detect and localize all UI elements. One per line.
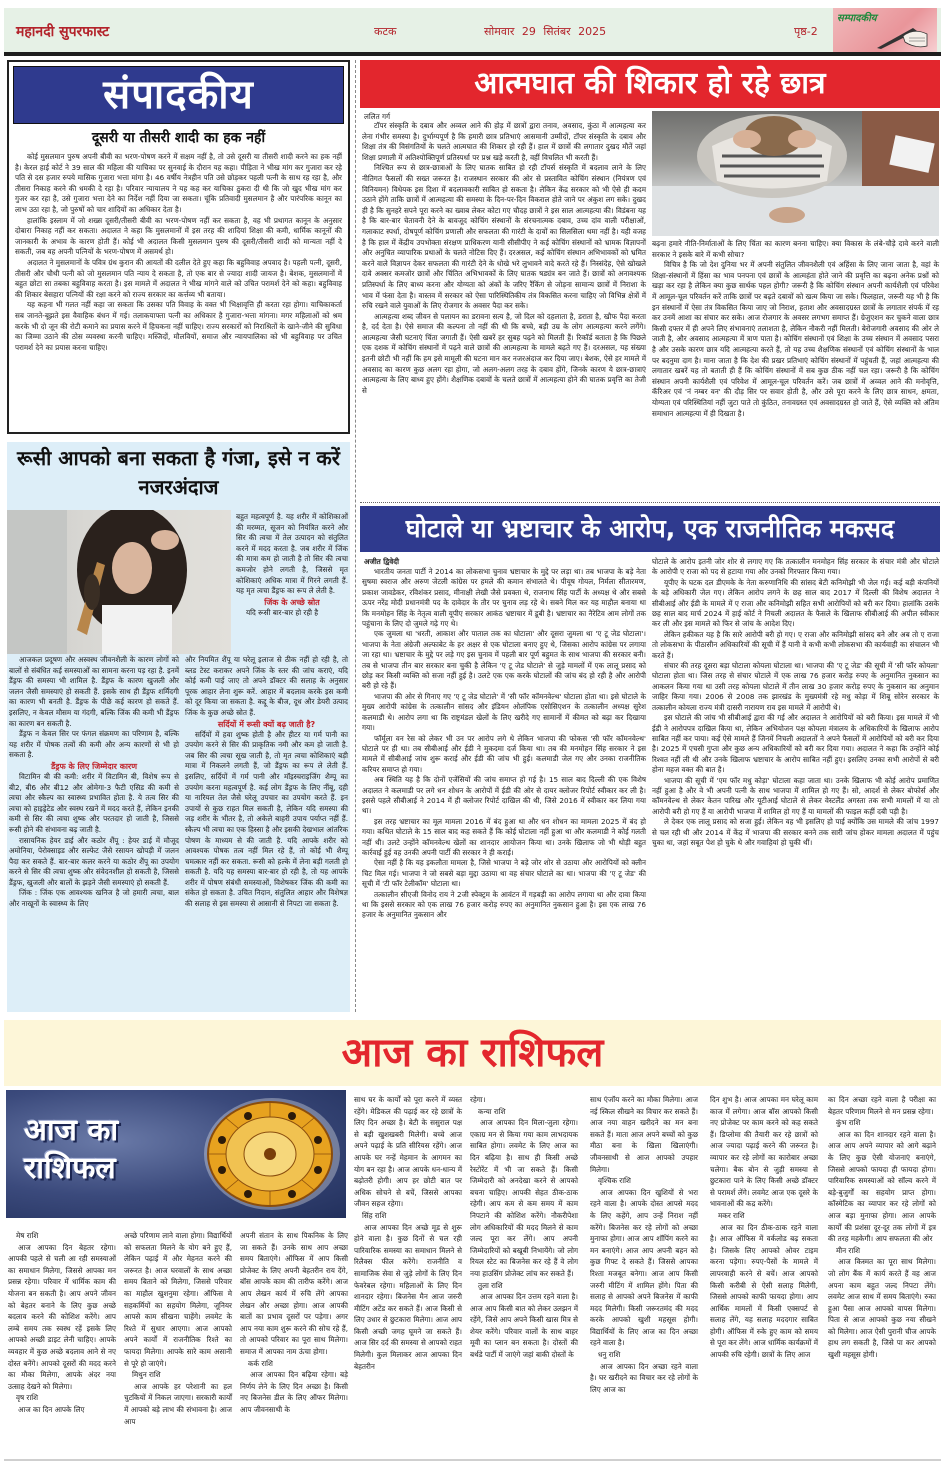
editorial-paragraph: कोई मुसलमान पुरुष अपनी बीवी का भरण-पोषण करने में सक्षम नहीं है, तो उसे दूसरी या तीसरी शादी करने का हक नहीं है। केरल हाई कोर्ट ने 39 साल की महिला की याचिका पर सुनवाई के दौरान यह कहा। पीड़िता ने भीख मांग कर गुजारा कर रहे पति से दस हजार रुपये मासिक गुजारा भत्ता मांगा है। 46 वर्षीय नेत्रहीन पति उसे छोड़कर पहली पत्नी के साथ रह रहा है, और तीसरा निकाह करने की धमकी दे रहा है। परिवार न्यायालय ने यह कह कर याचिका ठुकरा दी थी कि जो खुद भीख मांग कर गुजर कर रहा है, उसे गुजारा भत्ता देने का निर्देश नहीं दिया जा सकता। चूंकि प्रतिवादी मुसलमान है और पारंपरिक कानून का लाभ उठा रहा है, जो पुरुषों को चार शादियों का अधिकार देता है। [15,152,342,214]
article-paragraph: आत्महत्या शब्द जीवन से पलायन का डरावना सत्य है, जो दिल को दहलाता है, डराता है, खौफ पैदा करता है, दर्द देता है। ऐसे समाज की कल्पना तो नहीं की थी कि बच्चे, बड़ी उम्र के लोग आत्महत्या करने लगेंगे। आत्महत्या जैसी घटनाएं चिंता जगाती हैं। ऐसी खबरें हर सुबह पढ़ने को मिलती हैं। रिकॉर्ड बताता है कि पिछले एक दशक में कोचिंग संस्थानों में पढ़ने वाले छात्रों की आत्महत्या के मामले बढ़ते गए हैं। दरअसल, यह संख्या इतनी छोटी भी नहीं कि हम इसे मामूली की घटना मान कर नजरअंदाज कर दिया जाए। बेशक, ऐसे हर मामले में अवसाद का कारण कुछ अलग रहा होगा, जो अलग-अलग तरह के दबाव होंगे, जिनके कारण ये छात्र-छात्राएं आत्महत्या के लिए बाध्य हुए होंगे। शैक्षणिक दबावों के चलते छात्रों में आत्महत्या होने की घातक प्रवृत्ति का तेजी से [362,311,646,395]
subhead-winter: सर्दियों में रूसी क्यों बढ़ जाती है? [217,719,316,729]
health-column-2 [185,655,348,910]
zodiac-sign-label: तुला राशि [478,1280,503,1290]
horoscope-image [6,1090,346,1218]
zodiac-prediction: साथ एंजॉय करने का मौका मिलेगा। आज नई स्किल सीखने का विचार कर सकते हैं। आज नया वाहन खरीदने का मन बना सकते हैं। माता आज अपने बच्चों को कुछ मीठा बना के खिला खिलाएंगी। जीवनसाथी से आज आपको उपहार मिलेगा। [590,1095,698,1174]
zodiac-sign-label: वृष राशि [16,1393,38,1403]
zodiac-prediction: आज आपका दिन बेहतर रहेगा। आपकी पहले से चली आ रही समस्याओं का समाधान मिलेगा, जिससे आपका मन प्रसन्न रहेगा। परिवार में धार्मिक काम की योजना बन सकती है। आप अपने जीवन को बेहतर बनाने के लिए कुछ अच्छे बदलाव करने की कोशिश करेंगे। आप लम्बे समय तक स्वस्थ रहें इसके लिए आपको अच्छी डाइट लेनी चाहिए। आपके व्यवहार में कुछ अच्छे बदलाव आने से नए दोस्त बनेंगे। आपको दूसरों की मदद करने का मौका मिलेगा, आपके अंदर नया उत्साह देखने को मिलेगा। [8,1242,116,1391]
zodiac-sign-label: मिथुन राशि [132,1370,161,1380]
student-head-in-hands-illustration [652,111,939,236]
stressed-student-photo [652,111,939,236]
editorial-headline: दूसरी या तीसरी शादी का हक नहीं [91,130,266,146]
horoscope-image-line-2: राशिफल [24,1151,116,1186]
health-paragraph: विटामिन बी की कमी: शरीर में विटामिन बी, विशेष रूप से बी2, बी6 और बी12 और ओमेगा-3 फैटी एसिड की कमी से त्वचा और स्कैल्प का स्वास्थ्य प्रभावित होता है. ये तत्व सिर की त्वचा को हाइड्रेटेड और स्वस्थ रखने में मदद करते हैं, लेकिन इनकी कमी से सिर की त्वचा शुष्क और परतदार हो जाती है, जिससे रूसी होने की संभावना बढ़ जाती है. [9,771,179,834]
edition-city: कटक [374,25,397,38]
health-paragraph: डैंड्रफ न केवल सिर पर फंगल संक्रमण का परिणाम है, बल्कि यह शरीर में पोषक तत्वों की कमी और अन्य कारणों से भी हो सकता है. [9,729,179,760]
health-paragraph: सर्दियों में हवा शुष्क होती है और हीटर या गर्म पानी का उपयोग करने से सिर की प्राकृतिक नमी और कम हो जाती है. जब सिर की त्वचा सूख जाती है, तो मृत त्वचा कोशिकाएं बड़ी मात्रा में निकलने लगती हैं, जो डैंड्रफ का रूप ले लेती हैं. इसलिए, सर्दियों में गर्म पानी और मॉइस्चराइजिंग शैम्पू का उपयोग करना महत्वपूर्ण है. कई लोग डैंड्रफ के लिए नींबू, दही या नारियल तेल जैसे घरेलू उपचार का उपयोग करते हैं. इन उपायों से कुछ राहत मिल सकती है, लेकिन यदि समस्या की जड़ शरीर के भीतर है, तो अकेले बाहरी उपाय पर्याप्त नहीं हैं. स्कैल्प भी त्वचा का एक हिस्सा है और इसकी देखभाल आंतरिक पोषण के माध्यम से की जाती है. यदि आपके शरीर को आवश्यक पोषक तत्व नहीं मिल रहे हैं, तो कोई भी शैम्पू चमत्कार नहीं कर सकता. रूसी को हल्के में लेना बड़ी गलती हो सकती है. यदि यह समस्या बार-बार हो रही है, तो यह आपके शरीर में पोषण संबंधी समस्याओं, विशेषकर जिंक की कमी का संकेत हो सकता है. उचित निदान, संतुलित आहार और विशेषज्ञ की सलाह से इस समस्या से आसानी से निपटा जा सकता है. [185,729,348,909]
zodiac-prediction: आज किस्मत का पूरा साथ मिलेगा। जो लोग बैंक में कार्य करते हैं वह आज अपना काम बहुत जल्द निपटा लेंगे। लवमेट आज साथ में समय बिताएंगे। रुका हुआ पैसा आज आपको वापस मिलेगा। पिता से आज आपको कुछ नया सीखने को मिलेगा। आज ऐसी पुरानी चीज आपके हाथ लग सकती है, जिसे पा कर आपको खुशी महसूस होगी। [828,1257,936,1360]
zodiac-sign-label: कुंभ राशि [836,1118,861,1128]
editorial-paragraph: यह कहना भी गलत नहीं कहा जा सकता कि उसका पति विवाह के वक्त भी भिक्षावृत्ति ही करता रहा होगा। याचिकाकर्ता सब जानते-बूझते इस वैवाहिक बंधन में गई। तलाकयाफ्ता पत्नी का अधिकार है गुजारा-भत्ता मांगना। मगर महिलाओं को श्रम करके भी दो जून की रोटी कमाने का प्रयास करने में हिचकना नहीं चाहिए। राज्य सरकारों को निराश्रितों के खाने-जीने की सुविधा का जिम्मा उठाने की ठोस व्यवस्था करनी चाहिए। मस्जिदों, मौलवियों, समाज और न्यायपालिका को भी बहुविवाह पर उचित परामर्श देने का प्रयास करना चाहिए। [15,300,342,352]
section-logo-text: सम्पादकीय [837,13,877,24]
masthead-rule [4,52,941,56]
zodiac-sign-label: धनु राशि [598,1350,621,1360]
zodiac-prediction: अच्छे परिणाम लाने वाला होगा। विद्यार्थियों को सफलता मिलने के योग बने हुए हैं, लेकिन पढ़ाई में और मेहनत करने की जरूरत है। आज घरवालों के साथ अच्छा समय बिताने को मिलेगा, जिससे परिवार का माहौल खुशनुमा रहेगा। ऑफिस मे सहकर्मियों का सहयोग मिलेगा, जूनियर आपसे काम सीखना चाहेंगे। लवमेट के रिश्ते में सुधार आएगा। आज आपको अपने कार्यों में राजनीतिक रिश्ते का फायदा मिलेगा। आपके सारे काम असानी से पूरे हो जाएंगे। [124,1231,232,1368]
article-paragraph: संचार की तरह दूसरा बड़ा घोटाला कोयला घोटाला था। भाजपा की 'ए टू जेड' की सूची में 'सी फॉर कोयला' घोटाला होता था। जिस तरह से संचार घोटाले में एक लाख 76 हजार करोड़ रुपए के अनुमानित नुकसान का आकलन किया गया था उसी तरह कोयला घोटाले में तीन लाख 30 हजार करोड़ रुपए के नुकसान का अनुमान जाहिर किया गया। 2006 से 2008 तक झारखंड के मुख्यमंत्री रहे मधु कोड़ा में शिबू सोरेन सरकार के तत्कालीन कोयला राज्य मंत्री दासरी नारायण राव इस मामले में आरोपी थे। [652,661,939,712]
horoscope-column [710,1094,818,1361]
article-paragraph: फॉर्मूला वन रेस को लेकर भी उन पर आरोप लगे थे लेकिन भाजपा की फोकस 'सी फॉर कॉमनवेल्थ' घोटाले पर ही था। तब सीबीआई और ईडी ने मुकदमा दर्ज किया था। तब की मनमोहन सिंह सरकार ने इस मामले में सीबीआई जांच शुरू कराई और ईडी की जांच भी हुई। कलमाडी जेल गए और उनका राजनीतिक करियर समाप्त हो गया। [362,733,646,774]
article-paragraph: विचित्र है कि जो देश दुनिया भर में अपनी संतुलित जीवनशैली एवं अहिंसा के लिए जाना जाता है, वहां के शिक्षा-संस्थानों में हिंसा का भाव पनपना एवं छात्रों के आत्महंता होते जाने की प्रवृत्ति का बढ़ना अनेक प्रश्नों को खड़ा कर रहा है लेकिन क्या कुछ सार्थक पहल होगी? जरूरी है कि कोचिंग संस्थान अपनी कार्यशैली एवं परिवेश में आमूल-चूल परिवर्तन करें ताकि छात्रों पर बढ़ते दबावों को खत्म किया जा सके। फिलहाल, जरूरी यह भी है कि इन संस्थानों में ऐसा तंत्र विकसित किया जाए जो निराश, हताश और अवसादग्रस्त छात्रों के लगातार संपर्क में रह कर उनमें आशा का संचार कर सके। आज रोजगार के अवसर लगभग समाप्त हैं। ग्रेजुएशन कर चुकने वाला छात्र किसी दफ्तर में ही अपने लिए संभावनाएं तलाशता है, लेकिन नौकरी नहीं मिलती। बेरोजगारी अवसाद की ओर ले जाती है, और अवसाद आत्महत्या में त्राण पाता है। कोचिंग संस्थानों एवं शिक्षा के उच्च संस्थान में अवसाद पसरा है और उसके कारण छात्र यदि आत्महत्या करते हैं, तो यह उच्च शैक्षणिक संस्थानों एवं कोचिंग संस्थानों के भाल पर बदनुमा दाग है। माना जाता है कि देश की प्रखर प्रतिभाएं कोचिंग संस्थानों में पहुंचती हैं, जहां आत्महत्या की लगातार खबरें यह तो बताती ही हैं कि कोचिंग संस्थानों में सब कुछ ठीक नहीं चल रहा। जरूरी है कि कोचिंग संस्थान अपनी कार्यशैली एवं परिवेश में आमूल-चूल परिवर्तन करें। जब छात्रों में अव्वल आने की मनोवृत्ति, कॅरिअर एवं 'नं नम्बर वन' की दौड़ सिर पर सवार होती है, और उसे पूरा करने के लिए छात्र साधन, क्षमता, योग्यता एवं परिस्थितियां नहीं जुटा पाते तो कुंठित, तनावग्रस्त एवं अवसादग्रस्त हो जाते हैं, ऐसे व्यक्ति को अंतिम समाधान आत्महत्या में ही दिखता है। [652,260,939,418]
column-divider [355,60,356,1012]
article-paragraph: यूपीए के घटक दल डीएमके के नेता करुणानिधि की सांसद बेटी कनिमोझी भी जेल गईं। कई बड़ी कंपनियों के बड़े अधिकारी जेल गए। लेकिन आरोप लगने के छह साल बाद 2017 में दिल्ली की विशेष अदालत ने सीबीआई और ईडी के मामले में ए राजा और कनिमोझी सहित सभी आरोपियों को बरी कर दिया। हालांकि उसके छह साल बाद मार्च 2024 में हाई कोर्ट ने निचली अदालत के फैसले के खिलाफ सीबीआई की अपील स्वीकार कर ली और इस मामले को फिर से जांच के आदेश दिए। [652,577,939,629]
article-paragraph: भारतीय जनता पार्टी ने 2014 का लोकसभा चुनाव भ्रष्टाचार के मुद्दे पर लड़ा था। तब भाजपा के बड़े नेता सुषमा स्वराज और अरुण जेटली कांग्रेस पर हमले की कमान संभालते थे। पीयूष गोयल, निर्मला सीतारमण, प्रकाश जावडेकर, रविशंकर प्रसाद, मीनाक्षी लेखी जैसे प्रवक्ता थे, राजनाथ सिंह पार्टी के अध्यक्ष थे और सबसे ऊपर नरेंद्र मोदी प्रधानमंत्री पद के दावेदार के तौर पर चुनाव लड़ रहे थे। सबने मिल कर यह माहौल बनाया था कि मनमोहन सिंह के नेतृत्व वाली यूपीए सरकार आकंठ भ्रष्टाचार में डूबी है। भ्रष्टाचार का नैरेटिव आम लोगों तक पहुंचाना के लिए दो जुमले गढ़े गए थे। [362,567,646,629]
horoscope-column [828,1094,936,1361]
woman-hair-illustration [7,510,231,654]
writing-hand-icon [873,22,929,50]
corruption-article-banner [360,506,940,552]
zodiac-prediction: साथ घर के कार्यों को पूरा करने में व्यस्त रहेंगे। मेडिकल की पढ़ाई कर रहे छात्रों के लिए दिन अच्छा है। बेटी के ससुराल पक्ष से बड़ी खुशखबरी मिलेगी। बच्चे आज अपने पढ़ाई के प्रति सीरियस रहेंगे। आज आपके घर नन्हें मेहमान के आगमन का योग बन रहा है। आज आपके धन-धान्य में बढ़ोतरी होगी। आप हर छोटी बात पर अधिक सोचने से बचें, जिससे आपका जीवन सहज रहेगा। [354,1095,462,1209]
zodiac-wheel-icon [200,1096,340,1212]
editorial-box [7,60,350,434]
article-separator [360,502,940,503]
article-paragraph: टॉपर संस्कृति के दबाव और अव्वल आने की होड़ में छात्रों द्वारा तनाव, अवसाद, कुंठा में आत्महत्या कर लेना गंभीर समस्या है। दुर्भाग्यपूर्ण है कि हमारी छात्र प्रतिभाएं आसमानी उम्मीदों, टॉपर संस्कृति के दबाव और शिक्षा तंत्र की विसंगतियों के चलते आत्मघात की शिकार हो रही हैं। हाल में छात्रों की लगातार दुखद मौतें जहां शिक्षा प्रणाली में अतिश्योक्तिपूर्ण प्रतिस्पर्धा पर प्रश्न खड़े करती है, वहीं विचलित भी करती हैं। [362,121,646,162]
article-paragraph: बढ़ना हमारे नीति-निर्माताओं के लिए चिंता का कारण बनना चाहिए। क्या विकास के लंबे-चौड़े दावे करने वाली सरकार ने इसके बारे में कभी सोचा? [652,239,939,259]
zodiac-sign-label: मकर राशि [718,1210,745,1220]
health-side-column [236,512,348,618]
article-paragraph: भाजपा की सूची में 'एम फॉर मधु कोड़ा' घोटाला कहा जाता था। उनके खिलाफ भी कोई आरोप प्रमाणित नहीं हुआ है और वे भी अपनी पत्नी के साथ भाजपा में शामिल हो गए हैं। सो, आदर्श से लेकर बोफोर्स और कॉमनवेल्थ से लेकर केतन पारिख और यूटीआई घोटाले से लेकर वेस्टलैंड अगस्ता तक सभी मामलों में या तो आरोपी बरी हो गए हैं या आरोपी भाजपा में शामिल हो गए हैं या मामलों की फाइल कहीं दबी पड़ी है। [652,775,939,816]
zodiac-prediction: आज का दिन आपके लिए [18,1404,85,1414]
horoscope-column [240,1230,348,1416]
health-headline: रूसी आपको बना सकता है गंजा, इसे न करें नजरअंदाज [17,446,340,499]
health-paragraph: रासायनिक हेयर डाई और कठोर शैंपू : हेयर डाई में मौजूद अमोनिया, पेरोक्साइड और सल्फेट जैसे रसायन खोपड़ी में जलन पैदा कर सकते हैं. बार-बार कलर करने या कठोर शैंपू का उपयोग करने से सिर की त्वचा शुष्क और संवेदनशील हो सकती है, जिससे डैंड्रफ, खुजली और बालों के झड़ने जैसी समस्याएं हो सकती हैं. [9,835,179,887]
horoscope-column [590,1094,698,1395]
zodiac-prediction: आज आपका दिन उत्तम रहने वाला है। आज आप किसी बात को लेकर उलझन में रहेंगे, जिसे आप अपने किसी खास मित्र से शेयर करेंगे। परिवार वालों के साथ बाहर मूवी का प्लान बन सकता है। दोस्तों की बर्थडे पार्टी में जाएंगे जहां बाकी दोस्तों के [470,1292,578,1360]
suicide-article-headline: आत्मघात की शिकार हो रहे छात्र [474,66,826,101]
editorial-paragraph: हालांकि इस्लाम में जो शख्स दूसरी/तीसरी बीवी का भरण-पोषण नहीं कर सकता है, वह भी प्रथागत कानून के अनुसार दोबारा निकाह नहीं कर सकता। अदालत ने कहा कि मुसलमानों में इस तरह की शादियां शिक्षा की कमी, धार्मिक कानूनों की जानकारी के अभाव के कारण होती हैं। कोई भी अदालत किसी मुसलमान पुरुष की दूसरी/तीसरी शादी को मान्यता नहीं दे सकती, जब वह अपनी पत्नियों के भरण-पोषण में असमर्थ हो। [15,215,342,257]
zodiac-prediction: दिन शुभ है। आज आपका मन घरेलू काम काज में लगेगा। आज बॉस आपको किसी नए प्रोजेक्ट पर काम करने को कह सकते हैं। डिप्लोमा की तैयारी कर रहे छात्रों को आज ज्यादा पढ़ाई करने की जरूरत है। व्यापार कर रहे लोगों का कारोबार अच्छा चलेगा। बैक बोन से जुड़ी समस्या से छुटकारा पाने के लिए किसी अच्छे डॉक्टर से परामर्श लेंगे। लवमेट आज एक दूसरे के भावनाओं की कद्र करेंगे। [710,1095,818,1209]
suicide-article-column-1 [362,121,646,396]
zodiac-sign-label: मेष राशि [16,1231,39,1240]
zodiac-prediction: रहेगा। [470,1095,486,1104]
horoscope-column [470,1094,578,1361]
zodiac-sign-label: वृश्चिक राशि [598,1176,631,1186]
suicide-article-column-2 [652,239,939,419]
health-paragraph: और नियमित शैंपू या घरेलू इलाज से ठीक नहीं हो रही है, तो ब्लड टेस्ट कराकर अपने जिंक के स्तर की जांच कराएं, यदि कोई कमी पाई जाए तो अपने डॉक्टर की सलाह के अनुसार पूरक आहार लेना शुरू करें. आहार में बदलाव करके इस कमी को दूर किया जा सकता है. कद्दू के बीज, दूध और डेयरी उत्पाद जिंक के कुछ अच्छे स्रोत हैं. [185,655,348,717]
woman-dandruff-photo [7,510,231,654]
corruption-article-column-1 [362,567,646,921]
page-number: पृष्ठ-2 [794,25,818,38]
zodiac-prediction: अपनी संतान के साथ पिकनिक के लिए जा सकते हैं। उनके साथ आप अच्छा समय बिताएंगे। ऑफिस में आप किसी प्रोजेक्ट के लिए अपनी बेहतरीन राय देंगे, बॉस आपके काम की तारीफ करेंगे। आज आप लेखन कार्य में रुचि लेंगे आपका लेखन और अच्छा होगा। आज आपकी बातों का प्रभाव दूसरों पर पड़ेगा। अगर आप नया काम शुरू करने की सोच रहे हैं, तो आपको परिवार का पूरा साथ मिलेगा। समाज में आपका नाम ऊंचा होगा। [240,1231,348,1356]
suicide-article-banner [360,60,940,108]
article-paragraph: लेकिन हकीकत यह है कि सारे आरोपी बरी हो गए। ए राजा और कनिमोझी सांसद बने और अब तो ए राजा तो लोकसभा के पीठासीन अधिकारियों की सूची में हैं यानी वे कभी कभी लोकसभा की कार्यवाही का संचालन भी करते हैं। [652,629,939,660]
article-paragraph: निश्चित रूप से छात्र-छात्राओं के लिए घातक साबित हो रही टॉपर्स संस्कृति में बदलाव लाने के लिए नीतिगत फैसलों की सख्त जरूरत है। राजस्थान सरकार की ओर से प्रस्तावित कोचिंग संस्थान (नियंत्रण एवं विनियमन) विधेयक इस दिशा में बदलावकारी साबित हो सकता है। लेकिन केंद्र सरकार को भी ऐसे ही कदम उठाने होंगे ताकि छात्रों में आत्महत्या की समस्या के दिन-पर-दिन विकराल होते जाने पर अंकुश लग सके। दुखद ही है कि सुनहरे सपने पूरा करने का ख्वाब लेकर कोटा गए चौदह छात्रों ने इस साल आत्महत्या की। विडंबना यह है कि बार-बार चेतावनी देने के बावजूद कोचिंग संस्थानों के संरचनात्मक दबाव, उच्च दांव वाली परीक्षाओं, गलाकाट स्पर्धा, दोषपूर्ण कोचिंग प्रणाली और सफलता की गारंटी के दावों का सिलसिला थमा नहीं है। यही वजह है कि हाल में केंद्रीय उपभोक्ता संरक्षण प्राधिकरण यानी सीसीपीए ने कई कोचिंग संस्थानों को भ्रामक विज्ञापनों और अनुचित व्यापारिक प्रथाओं के चलते नोटिस दिए हैं। दरअसल, कई कोचिंग संस्थान अभिभावकों को भ्रमित करने वाले विज्ञापन देकर सफलता की गारंटी देने के धोखे भरे लुभावने वादे करते रहे हैं। निस्संदेह, ऐसे खोखले दावे अक्सर कमजोर छात्रों और चिंतित अभिभावकों के लिए घातक षड्यंत्र बन जाते हैं। छात्रों को अनावश्यक प्रतिस्पर्धा के लिए बाध्य करना और योग्यता को अंकों के जरिए रैंकिंग से जोड़ना सामान्य छात्रों में निराशा के भाव में फंसा देता है। वास्तव में सरकार को ऐसा पारिस्थितिकीय तंत्र विकसित करना चाहिए जो विभिन्न क्षेत्रों में रुचि रखने वाले युवाओं के लिए रोजगार के अवसर पैदा कर सके। [362,163,646,311]
editorial-banner-title: संपादकीय [103,72,254,118]
horoscope-column [354,1094,462,1372]
article-paragraph: इस घोटाले की जांच भी सीबीआई द्वारा की गई और अदालत ने आरोपियों को बरी किया। इस मामले में भी ईडी ने आरोपपत्र दाखिल किया था, लेकिन अभियोजन पक्ष कोयला मंत्रालय के अधिकारियों के खिलाफ आरोप साबित नहीं कर पाया। कई ऐसे मामले हैं जिनमें निचली अदालतों ने अपने फैसलों में आरोपियों को बरी कर दिया है। 2025 में एचसी गुप्ता और कुछ अन्य अधिकारियों को बरी कर दिया गया। अदालत ने कहा कि उन्होंने कोई रिश्वत नहीं ली थी और उनके खिलाफ भ्रष्टाचार के आरोप साबित नहीं हुए। इसलिए उनका सभी आरोपों से बरी होना महज वक्त की बात है। [652,713,939,775]
zodiac-prediction: आज आपका दिन मिला-जुला रहेगा। एकाग्र मन से किया गया काम लाभदायक साबित होगा। लवमेट के लिए आज का दिन बढ़िया है। साथ ही किसी अच्छे रेस्टोरेंट में भी जा सकते हैं। किसी जिम्मेदारी को अनदेखा करने से आपको बचना चाहिए। आपकी सेहत ठीक-ठाक रहेगी। आप कम से कम समय में काम निपटाने की कोशिश करेंगे। नौकरीपेशा लोग अधिकारियों की मदद मिलने से काम जल्द पूरा कर लेंगे। आप अपनी जिम्मेदारियों को बखूबी निभायेंगे। जो लोग रियल स्टेट का बिजनेस कर रहे हैं वे लोग नया हाउसिंग प्रोजेक्ट लांच कर सकते हैं। [470,1118,578,1278]
article-paragraph: तत्कालीन सीएजी विनोद राय ने 2जी स्पेक्ट्रम के आवंटन में गड़बड़ी का आरोप लगाया था और दावा किया था कि इससे सरकार को एक लाख 76 हजार करोड़ रुपए का अनुमानित नुकसान हुआ है। इस एक लाख 76 हजार के अनुमानित नुकसान और [362,889,646,920]
health-side-text-cont: यदि रूसी बार-बार हो रही है [246,607,319,617]
article-paragraph: एक जुमला था 'धरती, आकाश और पाताल तक का घोटाला' और दूसरा जुमला था 'ए टू जेड घोटाला'। भाजपा के नेता अंग्रेजी अल्फाबेट के हर अक्षर से एक घोटाला बनाए हुए थे, जिसका आरोप कांग्रेस पर लगाया जा रहा था। भ्रष्टाचार के मुद्दे पर लड़े गए इस चुनाव में पहली बार पूर्ण बहुमत के साथ भाजपा की सरकार बनी। तब से भाजपा तीन बार सरकार बना चुकी है लेकिन 'ए टू जेड घोटाले' से जुड़े मामलों में एक लालू प्रसाद को छोड़ कर किसी व्यक्ति को सजा नहीं हुई है। उलटे एक एक करके घोटालों की जांच बंद हो रही है और आरोपी बरी हो रहे हैं। [362,629,646,691]
zodiac-prediction: आज का दिन शानदार रहने वाला है। आज आप अपने व्यापार को आगे बढ़ाने के लिए कुछ ऐसी योजनाएं बनाएंगे, जिससे आपको फायदा ही फायदा होगा। पारिवारिक समस्याओं को सॉल्व करने में बड़े-बुजुर्गों का सहयोग प्राप्त होगा। कॉस्मेटिक का व्यापार कर रहे लोगों को आज बड़ा मुनाफा होगा। आज आपके कार्यों की प्रशंसा दूर-दूर तक लोगों में इत्र की तरह महकेगी। आप सफलता की ओर [828,1129,936,1244]
newspaper-name: महानदी सुपरफास्ट [16,24,110,40]
article-paragraph: इस तरह भ्रष्टाचार का मूल मामला 2016 में बंद हुआ था और धन शोधन का मामला 2025 में बंद हो गया। कथित घोटाले के 15 साल बाद कह सकते हैं कि कोई घोटाला नहीं हुआ था और कलमाडी ने कोई गलती नहीं थी। उलटे उन्होंने कॉमनवेल्थ खेलों का शानदार आयोजन किया था। उनके खिलाफ जो भी थोड़ी बहुत कार्रवाई हुई वह उनकी अपनी पार्टी की सरकार ने ही कराई। [362,816,646,857]
zodiac-prediction: आज आपका दिन अच्छे मूड से शुरू होने वाला है। कुछ दिनों से चल रही पारिवारिक समस्या का समाधान मिलने से रिलैक्स फील करेंगे। राजनीति व सामाजिक सेवा से जुड़े लोगों के लिए दिन फेवरेबल रहेगा। महिलाओं के लिए दिन शानदार रहेगा। बिजनेस मैन आज जरुरी मीटिंग अटेंड कर सकते हैं। आज किसी से लिए उधार से छुटकारा मिलेगा। आज आप किसी अच्छी जगह घूमने जा सकते हैं। आज सिर दर्द की समस्या से आपको राहत मिलेगी। कुल मिलाकर आज आपका दिन बेहतरीन [354,1222,462,1371]
health-paragraph: आजकल प्रदूषण और अस्वस्थ जीवनशैली के कारण लोगों को बालों से संबंधित कई समस्याओं का सामना करना पड़ रहा है. इनमें डैंड्रफ की समस्या भी शामिल है. डैंड्रफ के कारण खुजली और जलन जैसी समस्याएं हो सकती हैं. इसके साथ ही डैंड्रफ शर्मिंदगी का कारण भी बनती है. डैंड्रफ के पीछे कई कारण हो सकते हैं. इसलिए, न केवल मौसम या गंदगी, बल्कि जिंक की कमी भी डैंड्रफ का कारण बन सकती है. [9,655,179,728]
article-paragraph: ले देकर एक लालू प्रसाद को सजा हुई। लेकिन वह भी इसलिए हो पाई क्योंकि उस मामले की जांच 1997 से चल रही थी और 2014 में केंद्र में भाजपा की सरकार बनने तक सारी जांच होकर मामला अदालत में पहुंच चुका था, जहां सबूत पेश हो चुके थे और गवाहियां हो चुकी थीं। [652,817,939,847]
article-paragraph: भाजपा की ओर से गिनाए गए 'ए टू जेड घोटाले' में 'सी फॉर कॉमनवेल्थ' घोटाला होता था। इसे घोटाले के मुख्य आरोपी कांग्रेस के तत्कालीन सांसद और इंडियन ओलंपिक एसोसिएशन के तत्कालीन अध्यक्ष सुरेश कलमाडी थे। आरोप लगा था कि राष्ट्रमंडल खेलों के लिए खरीदे गए सामानों में कीमत को बढ़ा कर दिखाया गया। [362,691,646,733]
corruption-article-column-2 [652,557,939,848]
subhead-zinc-sources: जिंक के अच्छे स्रोत [264,597,320,607]
issue-date: सोमवार 29 सितंबर 2025 [484,25,607,38]
horoscope-banner [4,1020,941,1086]
zodiac-prediction: आज आपका दिन बढ़िया रहेगा। बड़े निर्णय लेने के लिए दिन अच्छा है। किसी नए बिजनेस डील के लिए ऑफर मिलेगा। आप जीवनसाथी के [240,1370,348,1414]
horoscope-headline: आज का राशिफल [341,1030,604,1076]
health-article [7,442,350,1012]
editorial-paragraph: अदालत ने मुसलमानों के पवित्र ग्रंथ कुरान की आयतों की दलील देते हुए कहा कि बहुविवाह अपवाद है। पहली पत्नी, दूसरी, तीसरी और चौथी पत्नी को जो मुसलमान पति न्याय दे सकता है, तो एक बार से ज्यादा शादी जायज है। बेशक, मुसलमानों में बहुत छोटा सा तबका बहुविवाह करता है। इस मामले में अदालत ने भीख मांगने वाले को उचित परामर्श देने को कहा। बहुविवाह की शिकार बेसहारा पत्नियों की रक्षा करने को राज्य सरकार का कर्त्तव्य भी बताया। [15,257,342,299]
health-paragraph: जिंक : जिंक एक आवश्यक खनिज है जो हमारी त्वचा, बाल और नाखूनों के स्वास्थ्य के लिए [9,888,179,909]
corruption-article-headline: घोटाले या भ्रष्टाचार के आरोप, एक राजनीतिक मकसद [405,514,895,543]
zodiac-sign-label: सिंह राशि [362,1210,387,1220]
article-paragraph: घोटाले के आरोप इतनी जोर शोर से लगाए गए कि तत्कालीन मनमोहन सिंह सरकार के संचार मंत्री और घोटाले के आरोपी ए राजा को पद से हटाया गया और उनको गिरफ्तार किया गया। [652,557,939,577]
zodiac-prediction: का दिन अच्छा रहने वाला है परीक्षा का बेहतर परिणाम मिलने से मन प्रसन्न रहेगा। [828,1095,936,1116]
zodiac-prediction: आज आपका दिन खुशियों से भरा रहने वाला है। आपके दोस्त आपसे मदद के लिए कहेंगे, आप उन्हें निराश नहीं करेंगे। बिजनेस कर रहे लोगों को अच्छा मुनाफा होगा। आज आप शॉपिंग करने का मन बनाएंगे। आज आप अपनी बहन को कुछ गिफ्ट दे सकते हैं। जिससे आपका रिश्ता मजबूत बनेगा। आज आप किसी जरुरी मीटिंग में शामिल होंगे। पिता की सलाह से आपको अपने बिजनेस में काफी मदद मिलेगी। किसी जरूरतमंद की मदद करके आपको खुशी महसूस होगी। विद्यार्थियों के लिए आज का दिन अच्छा रहने वाला है। [590,1187,698,1348]
zodiac-prediction: आज आपके हर परेशानी का हल चुटकियों में निकल जाएगा। सरकारी कार्यों में आपको बड़े लाभ की संभावना है। आज आप [124,1381,232,1426]
suicide-article-byline: ललित गर्ग [364,112,391,121]
editorial-banner [13,66,344,124]
horoscope-column [8,1230,116,1416]
zodiac-sign-label: कर्क राशि [248,1358,273,1368]
editorial-body [15,152,342,353]
zodiac-sign-label: मीन राशि [836,1245,860,1255]
section-logo [833,8,937,52]
article-paragraph: ऐसा नहीं है कि यह इकलौता मामला है, जिसे भाजपा ने बड़े जोर शोर से उठाया और आरोपियों को क्लीन चिट मिल गई। भाजपा ने जो सबसे बड़ा मुद्दा उठाया था वह संचार घोटाले का था। भाजपा की 'ए टू जेड' की सूची में 'टी फॉर टेलीकॉम' घोटाला था। [362,858,646,889]
horoscope-image-line-1: आज का [24,1113,119,1148]
article-paragraph: अब स्थिति यह है कि दोनों एजेंसियों की जांच समाप्त हो गई है। 15 साल बाद दिल्ली की एक विशेष अदालत ने कलमाडी पर लगे धन शोधन के आरोपों में ईडी की ओर से दायर क्लोजर रिपोर्ट स्वीकार कर ली है। इससे पहले सीबीआई ने 2014 में ही क्लोजर रिपोर्ट दाखिल की थी, जिसे 2016 में स्वीकार कर लिया गया था। [362,775,646,816]
masthead [4,8,941,52]
subhead-causes: डैंड्रफ के लिए जिम्मेदार कारण [51,761,137,771]
corruption-article-byline: अजीत द्विवेदी [364,557,399,566]
zodiac-prediction: आज का दिन ठीक-ठाक रहने वाला है। आज ऑफिस में वर्कलोड बढ़ सकता है। जिसके लिए आपको ओवर टाइम करना पड़ेगा। रुपए-पैसों के मामले में लापरवाही करने से बचें। आज आपको किसी करीबी से ऐसी सलाह मिलेगी, जिससे आपको काफी फायदा होगा। आप आर्थिक मामलों में किसी एक्सपर्ट से सलाह लेंगे, यह सलाह मददगार साबित होगी। ऑफिस में रुके हुए काम को समय से पूरा कर लेंगे। आज धार्मिक कार्यक्रमों में आपकी रुचि रहेगी। छात्रों के लिए आज [710,1222,819,1360]
zodiac-prediction: आज आपका दिन अच्छा रहने वाला है। घर खरीदने का विचार कर रहे लोगों के लिए आज का [590,1361,698,1394]
zodiac-sign-label: कन्या राशि [478,1106,506,1116]
health-column-1 [9,655,179,910]
registration-marks [470,1455,510,1463]
horoscope-column [124,1230,232,1427]
horoscope-image-title [24,1112,118,1188]
health-side-text: बहुत महत्वपूर्ण है. यह शरीर में कोशिकाओं की मरम्मत, सूजन को नियंत्रित करने और सिर की त्वचा में तेल उत्पादन को संतुलित करने में मदद करता है. जब शरीर में जिंक की मात्रा कम हो जाती है तो सिर की त्वचा कमजोर होने लगती है, जिससे मृत कोशिकाएं अधिक मात्रा में गिरने लगती हैं. यह मृत त्वचा डैंड्रफ का रूप ले लेती है. [236,512,348,596]
